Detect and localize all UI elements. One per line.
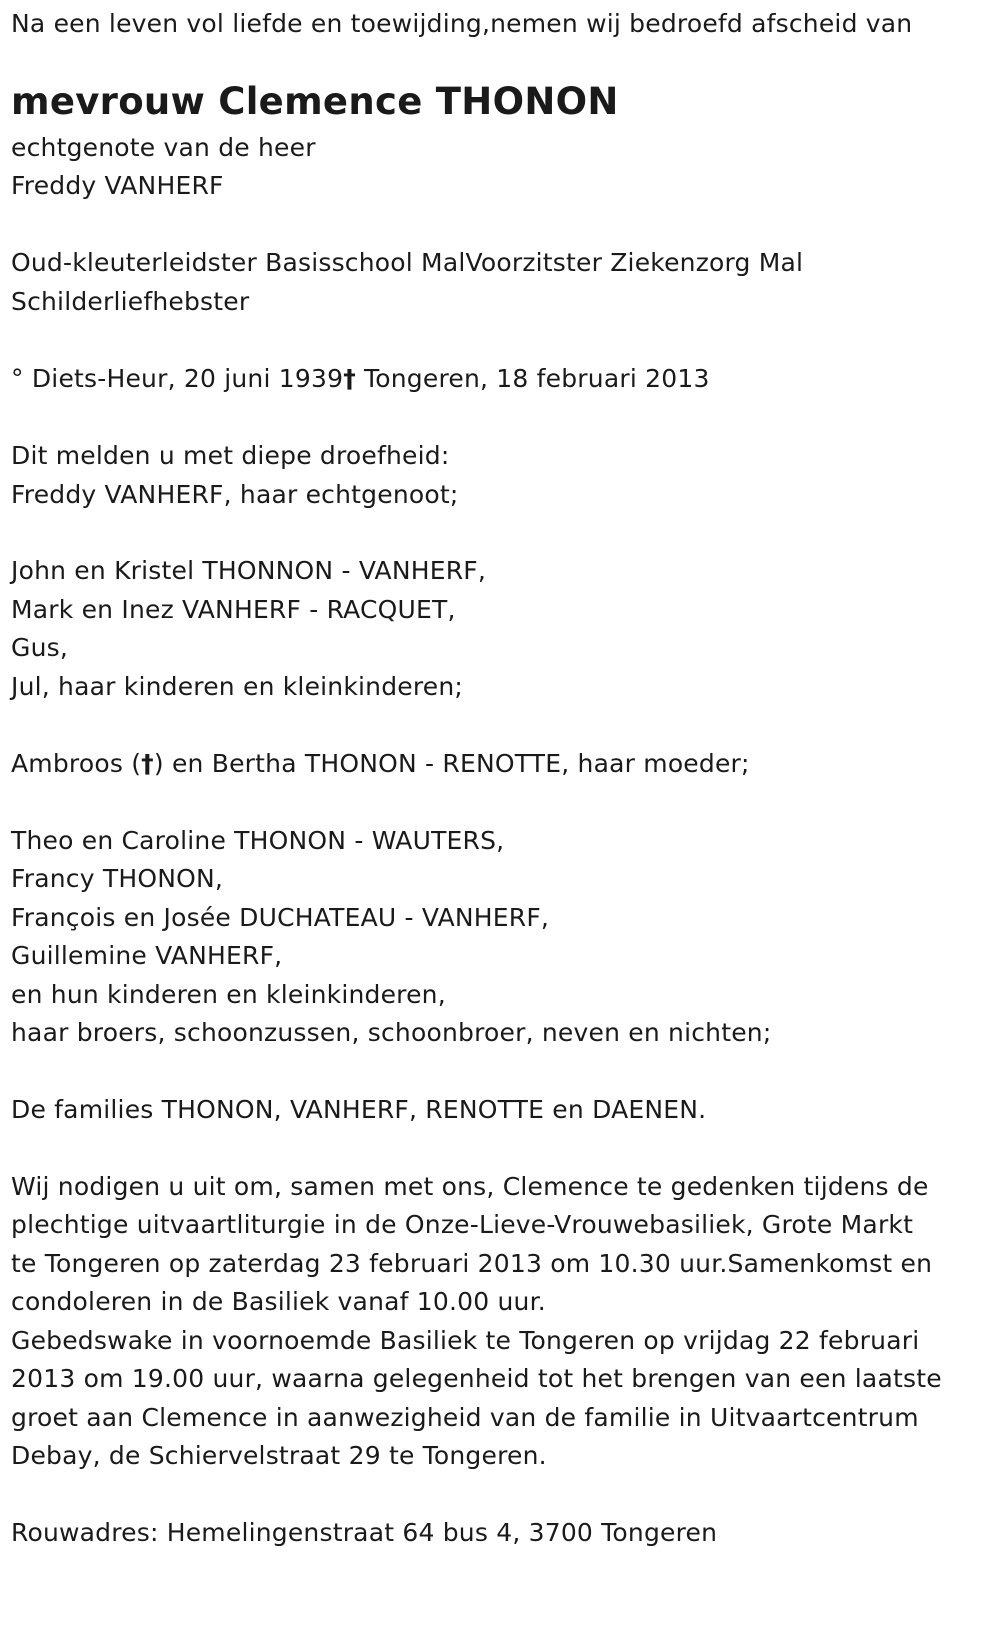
siblings-line-4: Guillemine VANHERF,: [11, 941, 283, 970]
cross-icon: †: [141, 749, 154, 778]
children-line-3: Gus,: [11, 633, 68, 662]
ceremony-line-8: Debay, de Schiervelstraat 29 te Tongeren.: [11, 1441, 547, 1470]
siblings-line-3: François en Josée DUCHATEAU - VANHERF,: [11, 903, 550, 932]
roles-line-2: Schilderliefhebster: [11, 287, 250, 316]
ceremony-line-3: te Tongeren op zaterdag 23 februari 2013 om 10.30 uur.Samenkomst en: [11, 1249, 933, 1278]
ceremony-line-1: Wij nodigen u uit om, samen met ons, Clemence te gedenken tijdens de: [11, 1172, 929, 1201]
families-line: De families THONON, VANHERF, RENOTTE en DAENEN.: [11, 1095, 707, 1124]
deceased-name: mevrouw Clemence THONON: [11, 80, 619, 123]
children-line-2: Mark en Inez VANHERF - RACQUET,: [11, 595, 456, 624]
intro-text: Na een leven vol liefde en toewijding,nemen wij bedroefd afscheid van: [11, 9, 913, 38]
ceremony-line-2: plechtige uitvaartliturgie in de Onze-Lieve-Vrouwebasiliek, Grote Markt: [11, 1210, 914, 1239]
mother-line-post: ) en Bertha THONON - RENOTTE, haar moeder;: [153, 749, 750, 778]
announcers-heading: Dit melden u met diepe droefheid:: [11, 441, 450, 470]
siblings-line-5: en hun kinderen en kleinkinderen,: [11, 980, 446, 1009]
death-date: Tongeren, 18 februari 2013: [355, 364, 710, 393]
ceremony-line-4: condoleren in de Basiliek vanaf 10.00 uur.: [11, 1287, 546, 1316]
cross-icon: †: [343, 364, 356, 393]
siblings-line-1: Theo en Caroline THONON - WAUTERS,: [11, 826, 505, 855]
spouse-line-1: echtgenote van de heer: [11, 133, 316, 162]
children-line-4: Jul, haar kinderen en kleinkinderen;: [11, 672, 464, 701]
husband-line: Freddy VANHERF, haar echtgenoot;: [11, 480, 459, 509]
ceremony-line-7: groet aan Clemence in aanwezigheid van de familie in Uitvaartcentrum: [11, 1403, 919, 1432]
siblings-line-6: haar broers, schoonzussen, schoonbroer, neven en nichten;: [11, 1018, 772, 1047]
mother-line: [11, 744, 990, 784]
ceremony-line-6: 2013 om 19.00 uur, waarna gelegenheid tot het brengen van een laatste: [11, 1364, 942, 1393]
spouse-line-2: Freddy VANHERF: [11, 171, 224, 200]
life-dates: [11, 359, 990, 399]
roles-line-1: Oud-kleuterleidster Basisschool MalVoorzitster Ziekenzorg Mal: [11, 248, 804, 277]
birth-date: ° Diets-Heur, 20 juni 1939: [11, 364, 344, 393]
siblings-line-2: Francy THONON,: [11, 864, 224, 893]
ceremony-line-5: Gebedswake in voornoemde Basiliek te Tongeren op vrijdag 22 februari: [11, 1326, 920, 1355]
children-line-1: John en Kristel THONNON - VANHERF,: [11, 556, 487, 585]
mourning-address: Rouwadres: Hemelingenstraat 64 bus 4, 3700 Tongeren: [11, 1518, 718, 1547]
mother-line-pre: Ambroos (: [11, 749, 142, 778]
